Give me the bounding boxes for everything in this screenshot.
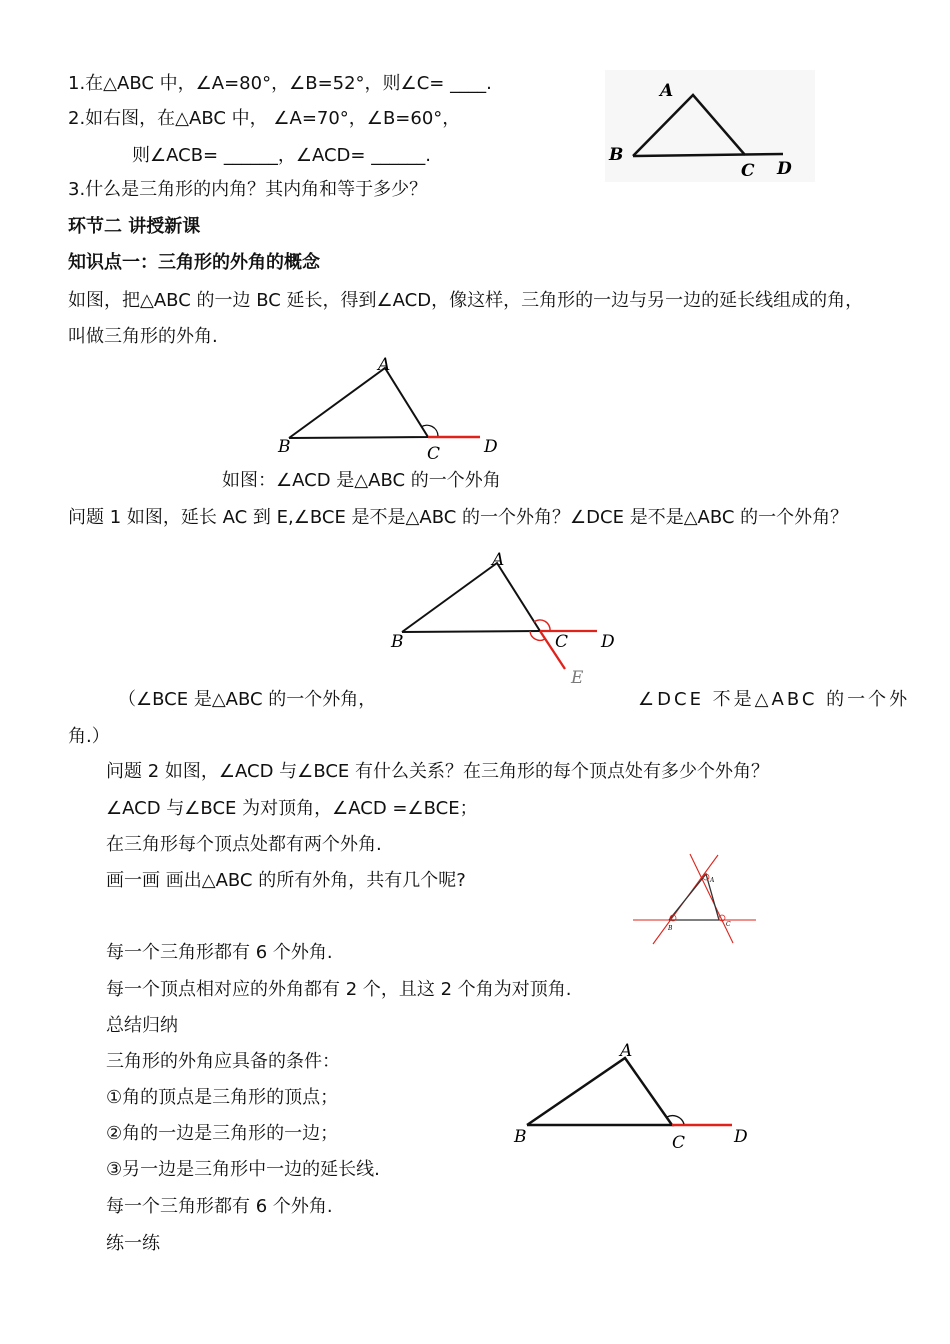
figure-exterior-angle [270, 352, 520, 467]
section-title: 环节二 讲授新课 [68, 216, 201, 237]
side-bc [402, 631, 540, 632]
triangle-abc [289, 368, 428, 438]
label-d: D [484, 437, 498, 457]
label-a: A [492, 550, 505, 570]
label-c: C [555, 632, 569, 652]
review-q2: 2.如右图，在△ABC 中， ∠A=70°，∠B=60°， [68, 108, 461, 129]
summary-item-2: ②角的一边是三角形的一边； [106, 1123, 339, 1144]
summary-item-3: ③另一边是三角形中一边的延长线. [106, 1159, 380, 1180]
triangle-sides [402, 563, 540, 632]
label-e: E [571, 668, 584, 688]
label-a: A [660, 81, 674, 101]
label-c: C [427, 444, 441, 464]
label-d: D [777, 159, 792, 179]
extended-line-ac [690, 854, 733, 943]
label-a: A [378, 355, 391, 375]
draw-task: 画一画 画出△ABC 的所有外角，共有几个呢? [106, 870, 466, 891]
question-1-answer-right: ∠DCE 不是△ABC 的一个外 [638, 689, 911, 710]
label-b: B [391, 632, 404, 652]
question-2-answer-2: 在三角形每个顶点处都有两个外角. [106, 834, 382, 855]
label-b: B [278, 437, 291, 457]
summary-conditions: 三角形的外角应具备的条件： [106, 1051, 340, 1072]
figure-summary-triangle [510, 1036, 760, 1156]
label-c: C [726, 921, 731, 928]
figure-question-1 [385, 545, 635, 690]
intro-line-2: 叫做三角形的外角. [68, 326, 218, 347]
triangle-abc [527, 1058, 672, 1125]
label-a: A [710, 877, 715, 884]
knowledge-point-title: 知识点一：三角形的外角的概念 [68, 252, 320, 273]
label-c: C [741, 161, 755, 181]
label-b: B [668, 925, 673, 932]
summary-title: 总结归纳 [106, 1015, 178, 1036]
question-1-answer-end: 角.） [68, 726, 110, 747]
review-q2-blanks: 则∠ACB= ______，∠ACD= ______. [132, 145, 431, 166]
question-2-answer-1: ∠ACD 与∠BCE 为对顶角，∠ACD =∠BCE； [106, 798, 478, 819]
question-1: 问题 1 如图，延长 AC 到 E,∠BCE 是不是△ABC 的一个外角？∠DCE 是不是△ABC 的一个外角？ [68, 507, 849, 528]
label-b: B [514, 1127, 527, 1147]
conclusion-1: 每一个三角形都有 6 个外角. [106, 942, 333, 963]
figure-all-exterior-angles [633, 852, 758, 947]
question-1-answer-left: （∠BCE 是△ABC 的一个外角， [118, 689, 377, 710]
figure-caption: 如图：∠ACD 是△ABC 的一个外角 [222, 470, 501, 491]
summary-six: 每一个三角形都有 6 个外角. [106, 1196, 333, 1217]
intro-line-1: 如图，把△ABC 的一边 BC 延长，得到∠ACD，像这样，三角形的一边与另一边的延长线组成的角， [68, 290, 864, 311]
label-b: B [609, 145, 624, 165]
review-q1: 1.在△ABC 中，∠A=80°，∠B=52°，则∠C= ____. [68, 73, 492, 94]
label-d: D [601, 632, 615, 652]
practice-title: 练一练 [106, 1233, 160, 1254]
label-a: A [620, 1041, 633, 1061]
question-2: 问题 2 如图，∠ACD 与∠BCE 有什么关系？在三角形的每个顶点处有多少个外角？ [106, 761, 770, 782]
figure-triangle-review [605, 70, 815, 182]
review-q3: 3.什么是三角形的内角？其内角和等于多少？ [68, 179, 428, 200]
label-d: D [734, 1127, 748, 1147]
label-c: C [672, 1133, 686, 1153]
conclusion-2: 每一个顶点相对应的外角都有 2 个，且这 2 个角为对顶角. [106, 979, 572, 1000]
summary-item-1: ①角的顶点是三角形的顶点； [106, 1087, 339, 1108]
